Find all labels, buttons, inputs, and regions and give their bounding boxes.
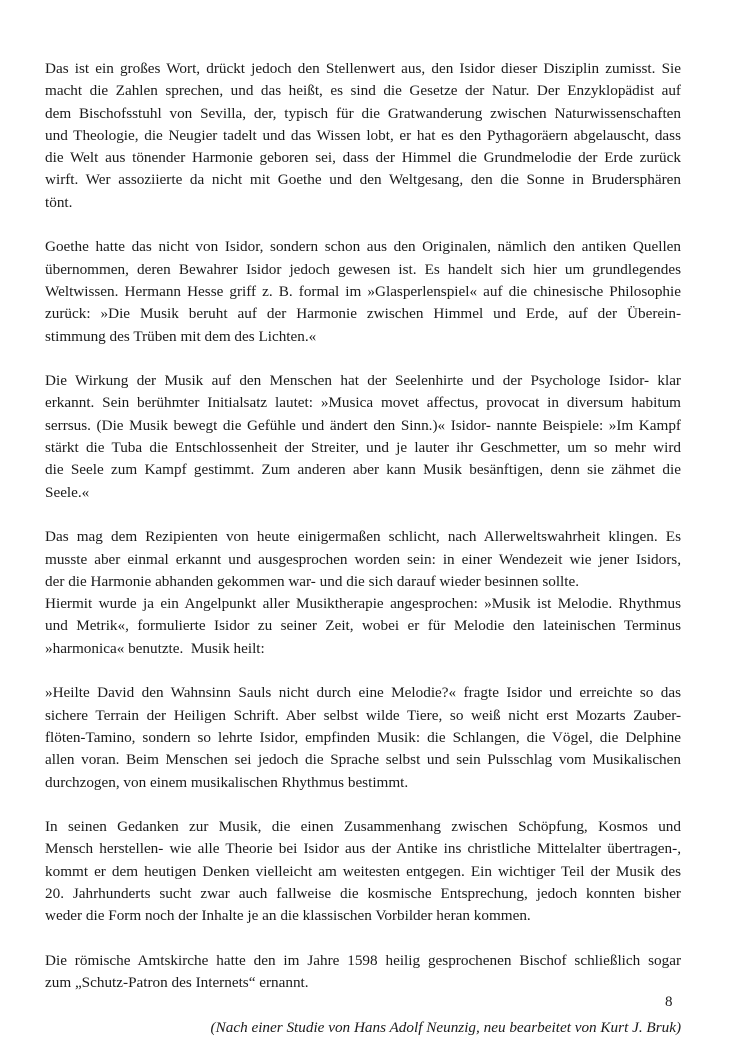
text-line: »harmonica« benutzte. Musik heilt: [45,639,265,657]
paragraph-5 [45,593,681,660]
text-line: zum „Schutz-Patron des Internets“ ernannt. [45,974,309,992]
text-line: wirft. Wer assoziierte da nicht mit Goethe und den Weltgesang, den die Sonne in Brudersphären [45,171,681,189]
text-line: zurück: »Die Musik beruht auf der Harmonie zwischen Himmel und Erde, auf der Überein- [45,305,681,323]
text-line: »Heilte David den Wahnsinn Sauls nicht durch eine Melodie?« fragte Isidor und erreichte so das [45,684,681,702]
paragraph-2 [45,236,681,347]
text-line: erkannt. Sein berühmter Initialsatz lautet: »Musica movet affectus, provocat in diversum habitum [45,394,681,412]
text-line: Goethe hatte das nicht von Isidor, sondern schon aus den Originalen, nämlich den antiken Quellen [45,238,681,256]
text-line: In seinen Gedanken zur Musik, die einen Zusammenhang zwischen Schöpfung, Kosmos und [45,818,681,836]
text-line: die Seele zum Kampf gestimmt. Zum anderen aber kann Musik besänftigen, denn sie zähmet die [45,461,681,479]
text-line: kommt er dem heutigen Denken vielleicht am weitesten entgegen. Ein wichtiger Teil der Musik des [45,862,681,880]
text-line: macht die Zahlen sprechen, und das heißt, es sind die Gesetze der Natur. Der Enzyklopädist auf [45,82,681,100]
text-line: durchzogen, von einem musikalischen Rhythmus bestimmt. [45,773,409,791]
text-line: allen voran. Beim Menschen sei jedoch die Sprache selbst und sein Pulsschlag vom Musikalischen [45,751,681,769]
text-line: dem Bischofsstuhl von Sevilla, der, typisch für die Gratwanderung zwischen Naturwissenschaften [45,104,681,122]
text-line: und Theologie, die Neugier tadelt und das Wissen lobt, er hat es den Pythagoräern abgelauscht, dass [45,126,681,144]
text-line: Seele.« [45,483,90,501]
document-page [45,58,681,1039]
text-line: übernommen, deren Bewahrer Isidor jedoch gewesen ist. Es handelt sich hier um grundlegendes [45,260,681,278]
source-credit: (Nach einer Studie von Hans Adolf Neunzig, neu bearbeitet von Kurt J. Bruk) [210,1018,681,1036]
paragraph-1 [45,58,681,214]
text-line: serrsus. (Die Musik bewegt die Gefühle und ändert den Sinn.)« Isidor- nannte Beispiele: »Im Kampf [45,416,681,434]
text-line: tönt. [45,193,73,211]
text-line: stimmung des Trüben mit dem des Lichten.« [45,327,317,345]
paragraph-8 [45,950,681,995]
text-line: Hiermit wurde ja ein Angelpunkt aller Musiktherapie angesprochen: »Musik ist Melodie. Rhythmus [45,595,681,613]
text-line: 20. Jahrhunderts sucht zwar auch fallweise die kosmische Entsprechung, jedoch konnten bisher [45,884,681,902]
text-line: flöten-Tamino, sondern so lehrte Isidor, empfinden Musik: die Schlangen, die Vögel, die Delphine [45,728,681,746]
text-line: Weltwissen. Hermann Hesse griff z. B. formal im »Glasperlenspiel« auf die chinesische Philosophie [45,282,681,300]
paragraph-7 [45,816,681,927]
page-number: 8 [665,994,673,1010]
paragraph-4 [45,526,681,593]
text-line: musste aber einmal erkannt und ausgesprochen worden sein: in einer Wendezeit wie jener Isidors, [45,550,681,568]
text-line: sichere Terrain der Heiligen Schrift. Aber selbst wilde Tiere, so weiß nicht erst Mozarts Zauber- [45,706,681,724]
paragraph-3 [45,370,681,504]
text-line: weder die Form noch der Inhalte je an die klassischen Vorbilder heran kommen. [45,907,531,925]
text-line: stärkt die Tuba die Entschlossenheit der Streiter, und je lauter ihr Geschmetter, um so mehr wird [45,439,681,457]
text-line: Mensch herstellen- wie alle Theorie bei Isidor aus der Antike ins christliche Mittelalter übertragen-, [45,840,681,858]
text-line: Die römische Amtskirche hatte den im Jahre 1598 heilig gesprochenen Bischof schließlich sogar [45,951,681,969]
text-line: und Metrik«, formulierte Isidor zu seiner Zeit, wobei er für Melodie den lateinischen Terminus [45,617,681,635]
text-line: die Welt aus tönender Harmonie geboren sei, dass der Himmel die Grundmelodie der Erde zurück [45,149,681,167]
text-line: Die Wirkung der Musik auf den Menschen hat der Seelenhirte und der Psychologe Isidor- klar [45,372,681,390]
text-line: der die Harmonie abhanden gekommen war- und die sich darauf wieder besinnen sollte. [45,572,580,590]
paragraph-6 [45,682,681,793]
text-line: Das ist ein großes Wort, drückt jedoch den Stellenwert aus, den Isidor dieser Disziplin zumisst. Sie [45,60,681,77]
text-line: Das mag dem Rezipienten von heute einigermaßen schlicht, nach Allerweltswahrheit klingen. Es [45,528,681,546]
